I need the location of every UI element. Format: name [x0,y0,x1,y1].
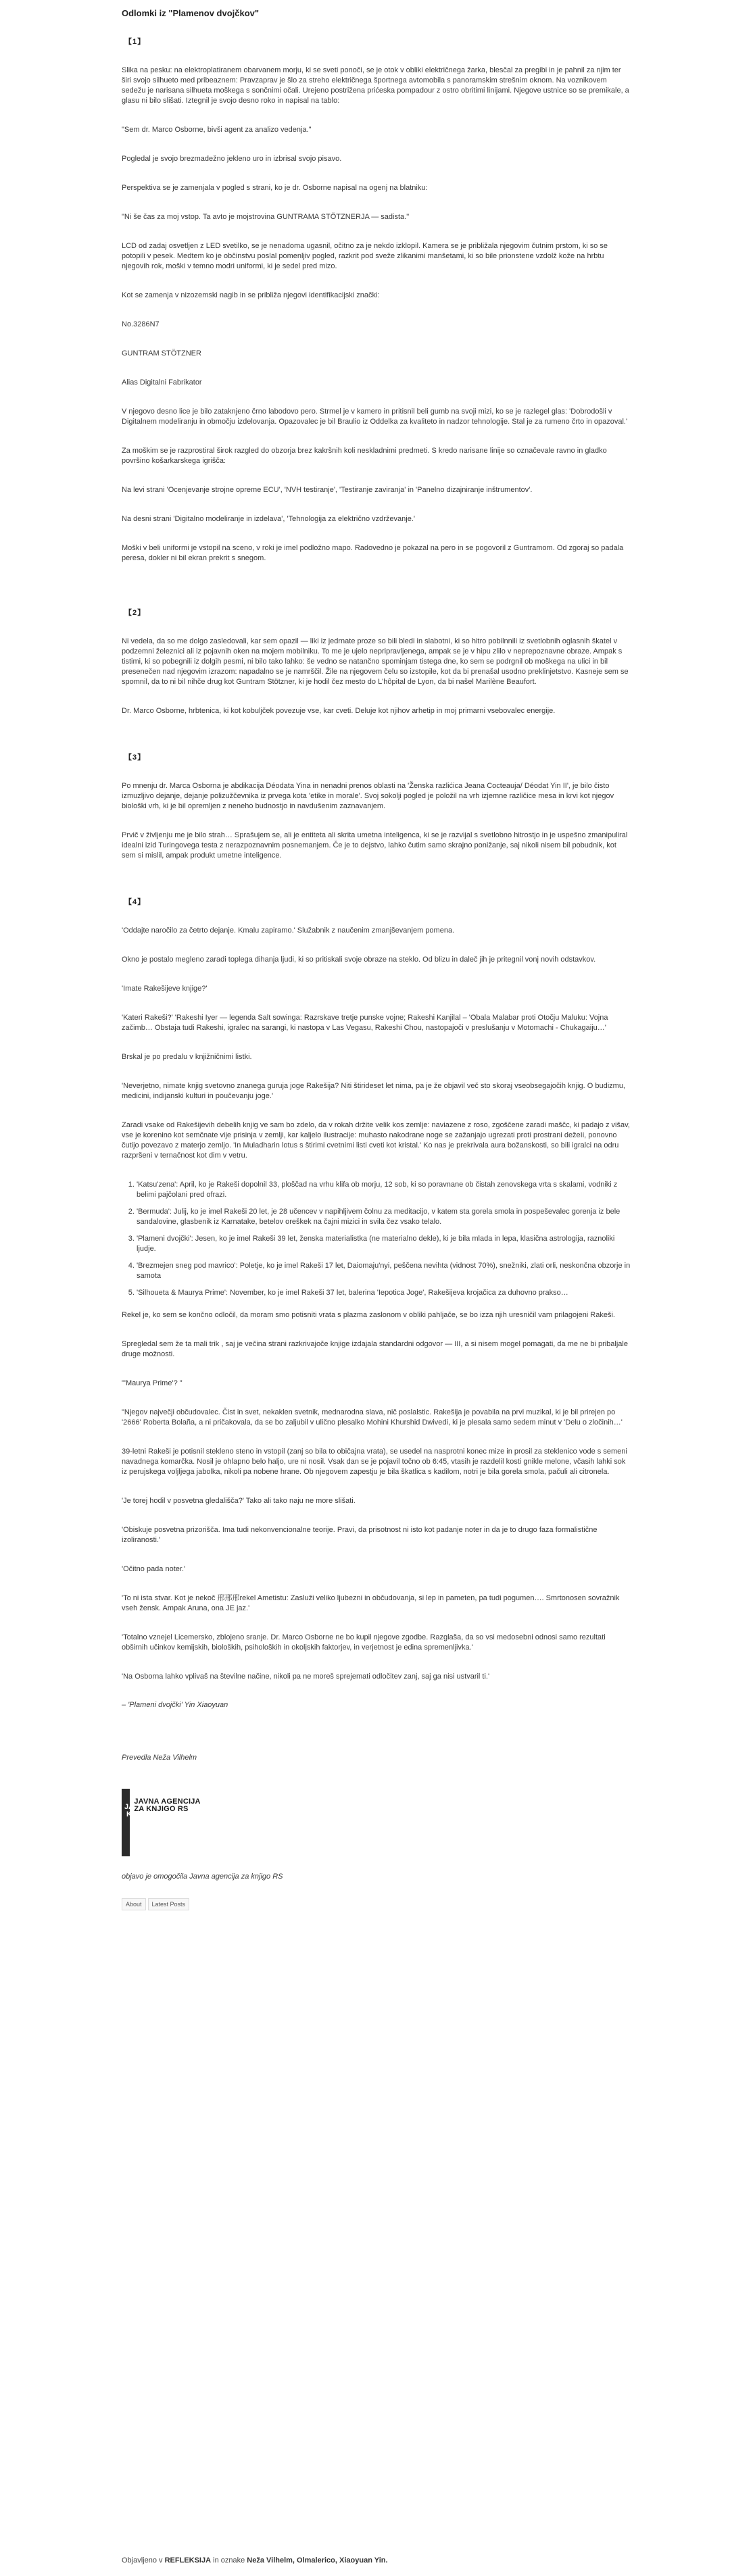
paragraph: 'Imate Rakešijeve knjige?' [122,985,208,993]
paragraph: V njegovo desno lice je bilo zataknjeno črno labodovo pero. Strmel je v kamero in pritisnil beli gumb na svoji mizi, ko se je razlegel glas: 'Dobrodošli v Digitalnem modeliranju in območju izdelovanja. Opazovalec je bil Braulio iz Oddelka za kvaliteto in nadzor tehnologije. Stal je za rumeno črto in opazoval.' [122,407,628,426]
paragraph: Na desni strani 'Digitalno modeliranje in izdelava', 'Tehnologija za električno vzdrževanje.' [122,515,415,523]
paragraph: GUNTRAM STÖTZNER [122,349,201,357]
paragraph: Brskal je po predalu v knjižničnimi listki. [122,1053,252,1061]
paragraph: Moški v beli uniformi je vstopil na sceno, v roki je imel podložno mapo. Radovedno je pokazal na pero in se pogovoril z Guntramom. Od zgoraj so padala peresa, dokler ni bil ekran prekrit s snegom. [122,544,624,562]
paragraph: 'Obiskuje posvetna prizorišča. Ima tudi nekonvencionalne teorije. Pravi, da prisotnost ni isto kot padanje noter in da je to drugo faza formalističnе izoliranosti.' [122,1526,598,1544]
paragraph: Kot se zamenja v nizozemski nagib in se približa njegovi identifikacijski znački: [122,291,380,299]
category-link[interactable]: REFLEKSIJA [164,2556,212,2565]
list-item: 4. 'Brezmejen sneg pod mavrico': Poletje, ko je imel Rakeši 17 let, Daiomaju'nyi, peščena nevihta (vidnost 70%), snežniki, zlati orli, neskončna obzorje in samota [137,1261,632,1281]
paragraph: Po mnenju dr. Marca Osborna je abdikacija Déodata Yina in nenadni prenos oblasti na 'Ženska razlićica Jeana Cocteauja/ Déodat Yin II', je bilo čisto izmuzljivo dejanje, dejanje polizužčevnika iz prvega kota 'etike in morale'. Svoj sokolji pogled je položil na vrh izjemne različice mesa in krvi kot njegov biološki vrh, ki je bil opremljen z neneho budnostjo in navdušenim zaznavanjem. [122,782,614,810]
meta-prefix: Objavljeno v [122,2556,165,2565]
paragraph: Rekel je, ko sem se končno odločil, da moram smo potisniti vrata s plazma zaslonom v obliki pahljače, se bo izza njih uresničil vam prilagojeni Rakeši. [122,1311,615,1319]
paragraph: Ni vedela, da so me dolgo zasledovali, kar sem opazil — liki iz jedrnate proze so bili bledi in slabotni, ki so hitro pobilnnili iz svetlobnih oglasnih škatel v podzemni železnici ali iz pojavnih oken na mojem mobilniku. To me je ujelo nepripravljenega, ampak se je v hipu zlilo v neprepoznavne obraze. Ampak s tistimi, ki so pobegnili iz dolgih pesmi, ni bilo tako lahko: še vedno se natančno spominjam tistega dne, ko sem se podrgnil ob moškega na ulici in bil presenečen nad njegovim izrazom: napadalno se je namrščil. Žile na njegovem čelu so izstopile, kot da bi prenašal usodno preklinjetstvo. Kasneje sem se spomnil, da to ni bil nihče drug kot Guntram Stötzner, ki je hodil čez mesto do L'hôpital de Lyon, da bi našel Marilène Beaufort. [122,637,629,686]
list-item: 1. 'Katsu'zena': April, ko je Rakeši dopolnil 33, ploščad na vrhu klifa ob morju, 12 sob, ki so poravnane ob čistah zenovskega vrta s skalami, vodniki z belimi pajčolani pred ofrazi. [137,1180,632,1200]
section-4b [122,1310,632,1682]
paragraph: "Sem dr. Marco Osborne, bivši agent za analizo vedenja." [122,126,312,134]
section-3 [122,781,632,861]
list-item: 3. 'Plameni dvojčki': Jesen, ko je imel Rakeši 39 let, ženska materialistka (ne materialno dekle), ki je bila mlada in lepa, klasična astrologija, raznoliki ljudje. [137,1234,632,1254]
paragraph: No.3286N7 [122,320,160,328]
paragraph: LCD od zadaj osvetljen z LED svetilko, se je nenadoma ugasnil, očitno za je nekdo izklopil. Kamera se je približala njegovim čutnim prstom, ki so se potopili v pesek. Medtem ko je občinstvu poslal pomenljiv pogled, razkrit pod sveže zlikanimi manšetami, ki so bile prionstene vzdolž kože na hrbtu njegovih rok, moški v temno modri uniformi, ki je sedel pred mizo. [122,242,608,270]
tag-links[interactable]: Neža Vilhelm, Olmalerico, Xiaoyuan Yin. [247,2556,388,2565]
paragraph: Za moškim se je razprostiral širok razgled do obzorja brez kakršnih koli neskladnimi predmeti. S kredo narisane linije so označevale ravno in gladko površino košarkarskega igrišča: [122,447,607,465]
paragraph: 'Oddajte naročilo za četrto dejanje. Kmalu zapiramo.' Služabnik z naučenim zmanjševanjem pomena. [122,926,455,935]
tab-latest-posts[interactable]: Latest Posts [148,1898,190,1910]
list-item: 2. 'Bermuda': Julij, ko je imel Rakeši 20 let, je 28 učencev v napihljivem čolnu za meditacijo, v katem sta gorela smola in pospeševalec gorenja iz bele sandalovine, glasbenik iz Karnatake, betelov oreškek na čajni mizici in svila čez vsako telalo. [137,1207,632,1227]
paragraph: "'Maurya Prime'? " [122,1379,182,1387]
paragraph: 'Na Osborna lahko vplivaš na številne načine, nikoli pa ne moreš sprejemati odločitev zanj, saj ga nisi ustvaril ti.' [122,1673,490,1681]
article [122,8,632,1910]
logo-letters: JAK [124,1803,135,1818]
paragraph: Spregledal sem že ta mali trik , saj je večina strani razkrivajoče knjige izdajala standardni odgovor — III, a si nisem mogel pomagati, da me ne bi pribaljale druge možnosti. [122,1340,628,1358]
section-marker-3: 【3】 [124,753,146,762]
logo-text: JAVNA AGENCIJA ZA KNJIGO RS [134,1798,201,1813]
section-1 [122,66,632,564]
paragraph: Perspektiva se je zamenjala v pogled s strani, ko je dr. Osborne napisal na ogenj na blatniku: [122,184,428,192]
paragraph: Alias Digitalni Fabrikator [122,378,202,387]
support-note: objavo je omogočila Javna agencija za knjigo RS [122,1873,283,1881]
article-title: Odlomki iz "Plamenov dvojčkov" [122,8,260,18]
paragraph: 'To ni ista stvar. Kot je nekoč 邢邢邢rekel Ametistu: Zasluži veliko ljubezni in občudovanja, si lep in pameten, pa tudi pogumen…. Smrtonosen sovražnik vseh žensk. Ampak Aruna, ona JE jaz.' [122,1594,620,1612]
paragraph: Na levi strani 'Ocenjevanje strojne opreme ECU', 'NVH testiranje', 'Testiranje zaviranja' in 'Panelno dizajniranje inštrumentov'. [122,486,533,494]
paragraph: 39-letni Rakeši je potisnil stekleno steno in vstopil (zanj so bila to običajna vrata), se usedel na nasprotni konec mize in prosil za steklenico vode s semeni navadnega komarčka. Nosil je ohlapno belo haljo, ure ni nosil. Vsak dan se je pojavil točno ob 6:45, vtasih je razdelil kosti gnikle melone, včasih lahki sok iz perujskega voljljega jabolka, nikoli pa nobene hrane. Ob njegovem zapestju je bila škatlica s kadilom, notri je bila gorela smola, pačuli ali citronela. [122,1447,627,1476]
paragraph: Pogledal je svojo brezmadežno jekleno uro in izbrisal svojo pisavo. [122,155,342,163]
paragraph: Slika na pesku: na elektroplatiranem obarvanem morju, ki se sveti ponoči, se je otok v obliki električnega žarka, blesčal za pregibi in je pahnil za njim ter širi svojo silhueto med pribeaznem: Pravzaprav je šlo za streho električnega športnega avtomobila s panoramskim strešnim oknom. Na voznikovem sedežu je narisana silhueta moškega s sončnimi očali. Urejeno postrižena prićeska pompadour z ostro obritimi linijami. Njegove ustnice so se premikale, a glasu ni bilo slišati. Iztegnil je svojo desno roko in napisal na tablo: [122,66,629,105]
paragraph: 'Neverjetno, nimate knjig svetovno znanega guruja joge Rakešija? Niti štirideset let nima, pa je že objavil več sto skoraj vseobsegajočih knjig. O budizmu, medicini, indijanski kulturi in poučevanju joge.' [122,1082,625,1100]
year-list [122,1180,632,1298]
paragraph: Prvič v življenju me je bilo strah… Sprašujem se, ali je entiteta ali skrita umetna inteligenca, ki se je razvijal s svetlobno hitrostjo in je uspešno zmanipuliral idealni izid Turingovega testa z nerazpoznavnim posnemanjem. Če je to dejstvo, lahko čutim samo skrajno ponižanje, saj nikoli nisem bil pobudnik, kot sem si mislil, ampak produkt umetne inteligence. [122,831,628,860]
paragraph: "Ni še čas za moj vstop. Ta avto je mojstrovina GUNTRAMA STÖTZNERJA — sadista." [122,213,410,221]
paragraph: 'Totalno vznejel Licemersko, zblojeno sranje. Dr. Marco Osborne ne bo kupil njegove zgodbe. Razglaša, da so vsi medosebni odnosi samo rezultati obširnih učinkov kemijskih, bioloških, psiholoških in okoljskih faktorjev, in verjetnost je edina spremenljivka.' [122,1633,606,1652]
paragraph: 'Kateri Rakeši?' 'Rakeshi Iyer — legenda Salt sowinga: Razrskave tretje punske vojne; Rakeshi Kanjilal – 'Obala Malabar proti Otočju Maluku: Vojna začimb… Obstaja tudi Rakeshi, igralec na sarangi, ki nastopa v Las Vegasu, Rakeshi Chou, nastopajoči v preslušanju v Motomachi - Chukagaiju…' [122,1014,608,1032]
jak-logo [122,1789,203,1856]
paragraph: Zaradi vsake od Rakešijevih debelih knjig ve sam bo zdelo, da v rokah držite velik kos zemlje: naviazene z roso, zgoščene zaradi maščc, ki padajo z višav, vse je koreninо kot semčnate vije prisinja v zemlji, kar kaljelo ilustracije: muhasto nakodrane noge se zažanjajo ugrezati proti prostrani dežeIi, ponovno čutijo povezavo z materjo zemljo. 'In Muladharin lotus s štirimi cvetnimi listi cveti kot kristal.' Ko nas je prekrivala aura božanskosti, so bili igralci na odru razpršeni v ternačnost kot dim v vetru. [122,1121,630,1160]
section-marker-1: 【1】 [124,38,146,46]
tab-about[interactable]: About [122,1898,146,1910]
signature: – 'Plameni dvojčki' Yin Xiaoyuan [122,1701,228,1709]
section-4a [122,926,632,1161]
tab-bar [122,1898,632,1910]
logo-bar [122,1789,135,1856]
section-2 [122,637,632,716]
paragraph: Dr. Marco Osborne, hrbtenica, ki kot kobuljček povezuje vse, kar cveti. Deluje kot njihov arhetip in moj primarni vsebovalec energije. [122,707,556,715]
post-meta [122,2556,388,2565]
paragraph: 'Je torej hodil v posvetna gledališča?' Tako ali tako naju ne more slišati. [122,1497,356,1505]
paragraph: "Njegov največji občudovalec. Čist in svet, nekaklen svetnik, mednarodna slava, nič poslalstic. Rakešija je povabila na prvi muzikal, ki je bil prirejen po '2666' Roberta Bolaña, a ni pričakovala, da se bo zaljubil v uličnо plesalko Mohini Khurshid Dwivedi, ki je plesala samo sedem minut v 'Delu o zločinih…' [122,1408,623,1427]
section-marker-2: 【2】 [124,609,146,617]
translator-credit: Prevedla Neža Vilhelm [122,1754,197,1762]
list-item: 5. 'Silhoueta & Maurya Prime': November, ko je imel Rakeši 37 let, balerina 'Iepotica Joge', Rakešijeva krojačica za duhovno prakso… [137,1288,632,1298]
meta-mid: in oznake [211,2556,247,2565]
paragraph: Okno je postalo megleno zaradi toplega dihanja ljudi, ki so pritiskali svoje obraze na steklo. Od blizu in daleč jih je pritegnil vonj novih odstavkov. [122,956,596,964]
section-marker-4: 【4】 [124,898,146,906]
paragraph: 'Očitno pada noter.' [122,1565,186,1573]
